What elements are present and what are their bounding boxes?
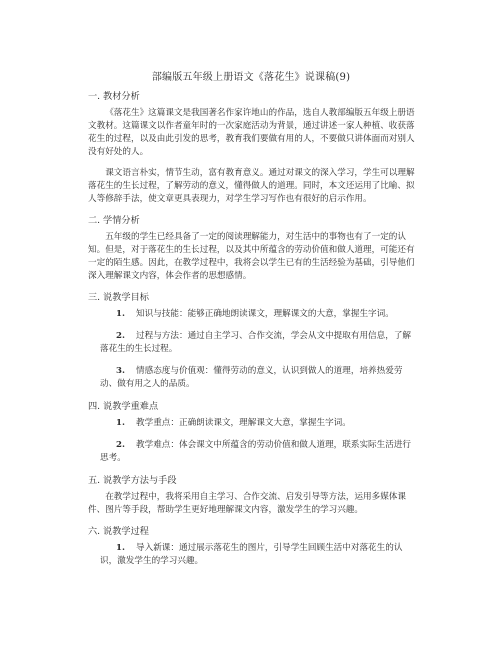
document-body [88,84,418,577]
list-item [88,542,418,568]
paragraph: 五年级的学生已经具备了一定的阅读理解能力，对生活中的事物也有了一定的认知。但是，对于落花生的生长过程，以及其中所蕴含的劳动价值和做人道理，可能还有一定的陌生感。因此，在教学过程中，我将会以学生已有的生活经验为基础，引导他们深入理解课文内容，体会作者的思想感情。 [88,232,415,281]
list-item-number: 3. [116,366,125,376]
list-item-number: 1. [116,309,125,319]
section-heading-textbook-analysis: 一. 教材分析 [88,91,140,102]
list-item [88,308,418,321]
list-item-number: 1. [116,418,125,428]
document-title: 部编版五年级上册语文《落花生》说课稿(9) [151,72,351,83]
list-item-text: 知识与技能：能够正确地朗读课文，理解课文的大意，掌握生字词。 [136,309,394,319]
paragraph: 《落花生》这篇课文是我国著名作家许地山的作品，选自人教部编版五年级上册语文教材。这篇课文以作者童年时的一次家庭活动为背景，通过讲述一家人种植、收获落花生的过程，以及由此引发的思考，教育我们要做有用的人，不要做只讲体面而对别人没有好处的人。 [88,108,415,157]
list-item-text: 教学难点：体会课文中所蕴含的劳动价值和做人道理，联系实际生活进行思考。 [100,440,412,463]
list-item-text: 导入新课：通过展示落花生的图片，引导学生回顾生活中对落花生的认识，激发学生的学习兴趣。 [100,543,403,566]
list-item [88,439,418,465]
list-item-text: 过程与方法：通过自主学习、合作交流，学会从文中提取有用信息，了解落花生的生长过程。 [100,331,412,354]
section-heading-student-analysis: 二. 学情分析 [88,215,140,226]
list-item [88,417,418,430]
list-item [88,330,418,356]
list-item-text: 情感态度与价值观：懂得劳动的意义，认识到做人的道理，培养热爱劳动、做有用之人的品质。 [100,366,403,389]
section-heading-key-points: 四. 说教学重难点 [88,401,159,412]
list-item-number: 2. [116,331,125,341]
list-item-text: 教学重点：正确朗读课文，理解课文大意，掌握生字词。 [136,418,351,428]
list-item-number: 2. [116,440,125,450]
list-item-number: 1. [116,543,125,553]
paragraph: 课文语言朴实，情节生动，富有教育意义。通过对课文的深入学习，学生可以理解落花生的生长过程，了解劳动的意义，懂得做人的道理。同时，本文还运用了比喻、拟人等修辞手法，使文章更具表现力，对学生学习写作也有很好的启示作用。 [88,168,415,204]
list-item [88,365,418,391]
section-heading-methods: 五. 说教学方法与手段 [88,475,177,486]
section-heading-teaching-process: 六. 说教学过程 [88,526,149,537]
paragraph: 在教学过程中，我将采用自主学习、合作交流、启发引导等方法，运用多媒体课件、图片等手段，帮助学生更好地理解课文内容，激发学生的学习兴趣。 [88,492,406,515]
section-heading-teaching-goals: 三. 说教学目标 [88,292,149,303]
